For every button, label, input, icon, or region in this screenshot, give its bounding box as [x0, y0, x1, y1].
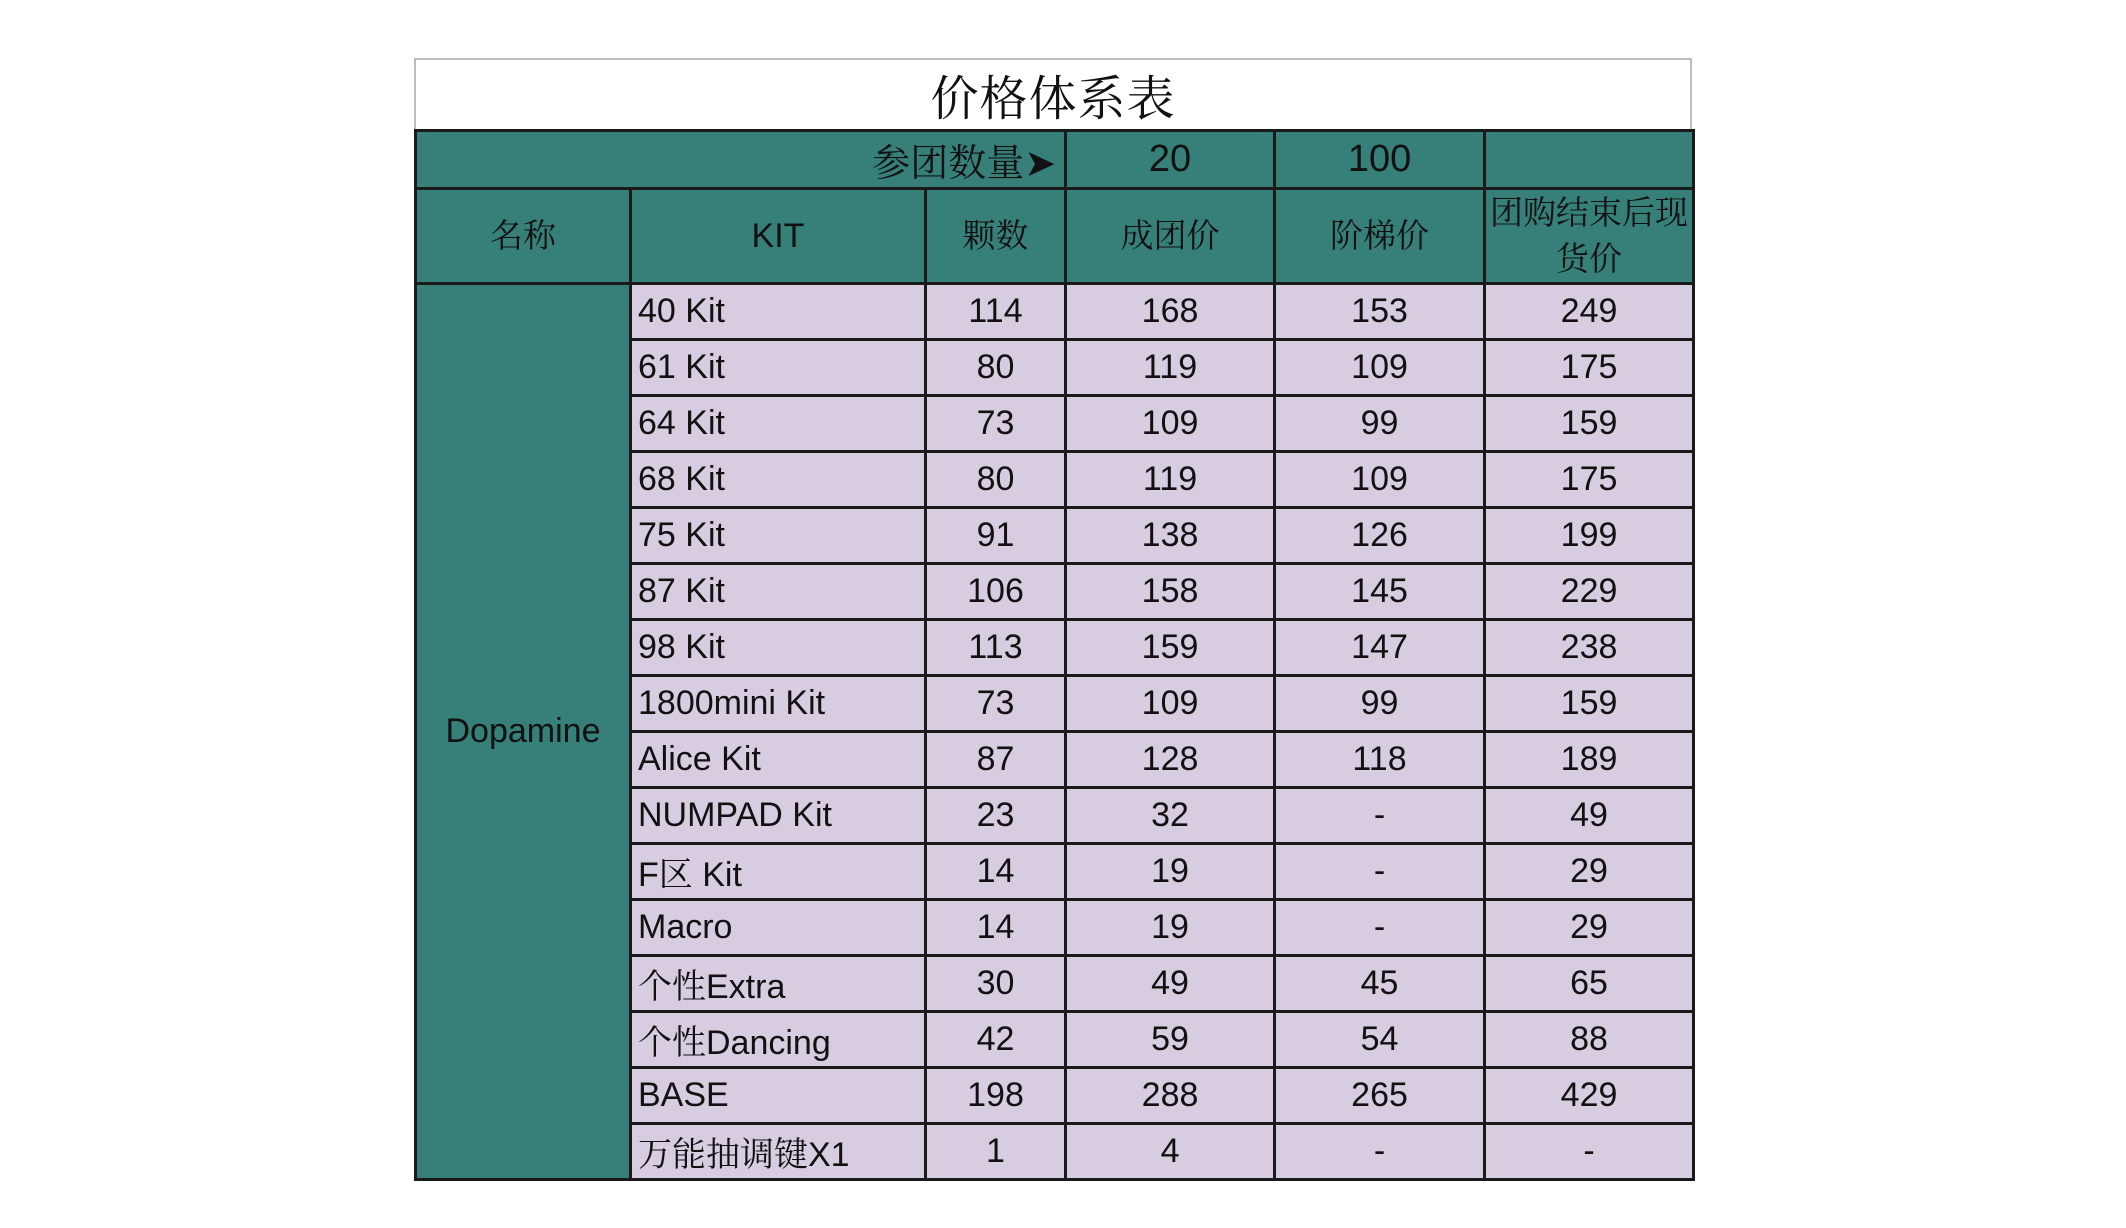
kit-name-cell: 1800mini Kit: [631, 676, 926, 732]
key-count-cell: 73: [926, 676, 1066, 732]
header-spot-price: 团购结束后现货价: [1485, 189, 1694, 284]
spot-price-cell: 229: [1485, 564, 1694, 620]
group-count-empty: [1485, 131, 1694, 189]
tier-price-cell: -: [1275, 1124, 1485, 1180]
spot-price-cell: 29: [1485, 900, 1694, 956]
tier-price-cell: 126: [1275, 508, 1485, 564]
group-count-100: 100: [1275, 131, 1485, 189]
kit-name-cell: 68 Kit: [631, 452, 926, 508]
kit-name-cell: 个性Dancing: [631, 1012, 926, 1068]
spot-price-cell: 159: [1485, 676, 1694, 732]
key-count-cell: 198: [926, 1068, 1066, 1124]
group-price-cell: 109: [1066, 396, 1275, 452]
group-price-cell: 159: [1066, 620, 1275, 676]
group-price-cell: 128: [1066, 732, 1275, 788]
product-group-name: Dopamine: [416, 284, 631, 1180]
group-price-cell: 49: [1066, 956, 1275, 1012]
kit-name-cell: 万能抽调键X1: [631, 1124, 926, 1180]
tier-price-cell: 99: [1275, 676, 1485, 732]
key-count-cell: 14: [926, 900, 1066, 956]
group-price-cell: 19: [1066, 900, 1275, 956]
tier-price-cell: 54: [1275, 1012, 1485, 1068]
key-count-cell: 87: [926, 732, 1066, 788]
kit-name-cell: Alice Kit: [631, 732, 926, 788]
price-table: [414, 129, 1695, 1181]
key-count-cell: 106: [926, 564, 1066, 620]
kit-name-cell: 87 Kit: [631, 564, 926, 620]
header-name: 名称: [416, 189, 631, 284]
group-price-cell: 288: [1066, 1068, 1275, 1124]
kit-name-cell: 75 Kit: [631, 508, 926, 564]
group-price-cell: 119: [1066, 340, 1275, 396]
key-count-cell: 42: [926, 1012, 1066, 1068]
kit-name-cell: NUMPAD Kit: [631, 788, 926, 844]
header-kit: KIT: [631, 189, 926, 284]
spot-price-cell: 238: [1485, 620, 1694, 676]
header-group-price: 成团价: [1066, 189, 1275, 284]
group-price-cell: 109: [1066, 676, 1275, 732]
spot-price-cell: 429: [1485, 1068, 1694, 1124]
spot-price-cell: 49: [1485, 788, 1694, 844]
spot-price-cell: 249: [1485, 284, 1694, 340]
tier-price-cell: -: [1275, 900, 1485, 956]
tier-price-cell: -: [1275, 788, 1485, 844]
key-count-cell: 80: [926, 340, 1066, 396]
group-price-cell: 19: [1066, 844, 1275, 900]
kit-name-cell: 61 Kit: [631, 340, 926, 396]
key-count-cell: 114: [926, 284, 1066, 340]
key-count-cell: 91: [926, 508, 1066, 564]
price-sheet: [414, 58, 1692, 1181]
kit-name-cell: 64 Kit: [631, 396, 926, 452]
spot-price-cell: 175: [1485, 340, 1694, 396]
header-row: [416, 189, 1694, 284]
kit-name-cell: 40 Kit: [631, 284, 926, 340]
group-count-row: [416, 131, 1694, 189]
group-count-20: 20: [1066, 131, 1275, 189]
group-price-cell: 32: [1066, 788, 1275, 844]
tier-price-cell: 153: [1275, 284, 1485, 340]
tier-price-cell: 45: [1275, 956, 1485, 1012]
key-count-cell: 113: [926, 620, 1066, 676]
tier-price-cell: 118: [1275, 732, 1485, 788]
spot-price-cell: 175: [1485, 452, 1694, 508]
tier-price-cell: 109: [1275, 452, 1485, 508]
tier-price-cell: 99: [1275, 396, 1485, 452]
group-price-cell: 168: [1066, 284, 1275, 340]
tier-price-cell: 109: [1275, 340, 1485, 396]
sheet-title: 价格体系表: [414, 58, 1692, 129]
key-count-cell: 23: [926, 788, 1066, 844]
tier-price-cell: -: [1275, 844, 1485, 900]
group-price-cell: 158: [1066, 564, 1275, 620]
key-count-cell: 80: [926, 452, 1066, 508]
spot-price-cell: 199: [1485, 508, 1694, 564]
kit-name-cell: F区 Kit: [631, 844, 926, 900]
kit-name-cell: 98 Kit: [631, 620, 926, 676]
tier-price-cell: 265: [1275, 1068, 1485, 1124]
spot-price-cell: -: [1485, 1124, 1694, 1180]
table-row: [416, 284, 1694, 340]
tier-price-cell: 145: [1275, 564, 1485, 620]
kit-name-cell: BASE: [631, 1068, 926, 1124]
group-count-label: 参团数量➤: [416, 131, 1066, 189]
kit-name-cell: 个性Extra: [631, 956, 926, 1012]
key-count-cell: 1: [926, 1124, 1066, 1180]
kit-name-cell: Macro: [631, 900, 926, 956]
spot-price-cell: 159: [1485, 396, 1694, 452]
key-count-cell: 14: [926, 844, 1066, 900]
header-count: 颗数: [926, 189, 1066, 284]
tier-price-cell: 147: [1275, 620, 1485, 676]
price-table-body: [416, 131, 1694, 1180]
group-price-cell: 4: [1066, 1124, 1275, 1180]
key-count-cell: 30: [926, 956, 1066, 1012]
header-tier-price: 阶梯价: [1275, 189, 1485, 284]
spot-price-cell: 29: [1485, 844, 1694, 900]
spot-price-cell: 65: [1485, 956, 1694, 1012]
key-count-cell: 73: [926, 396, 1066, 452]
spot-price-cell: 88: [1485, 1012, 1694, 1068]
spot-price-cell: 189: [1485, 732, 1694, 788]
group-price-cell: 59: [1066, 1012, 1275, 1068]
group-price-cell: 119: [1066, 452, 1275, 508]
group-price-cell: 138: [1066, 508, 1275, 564]
